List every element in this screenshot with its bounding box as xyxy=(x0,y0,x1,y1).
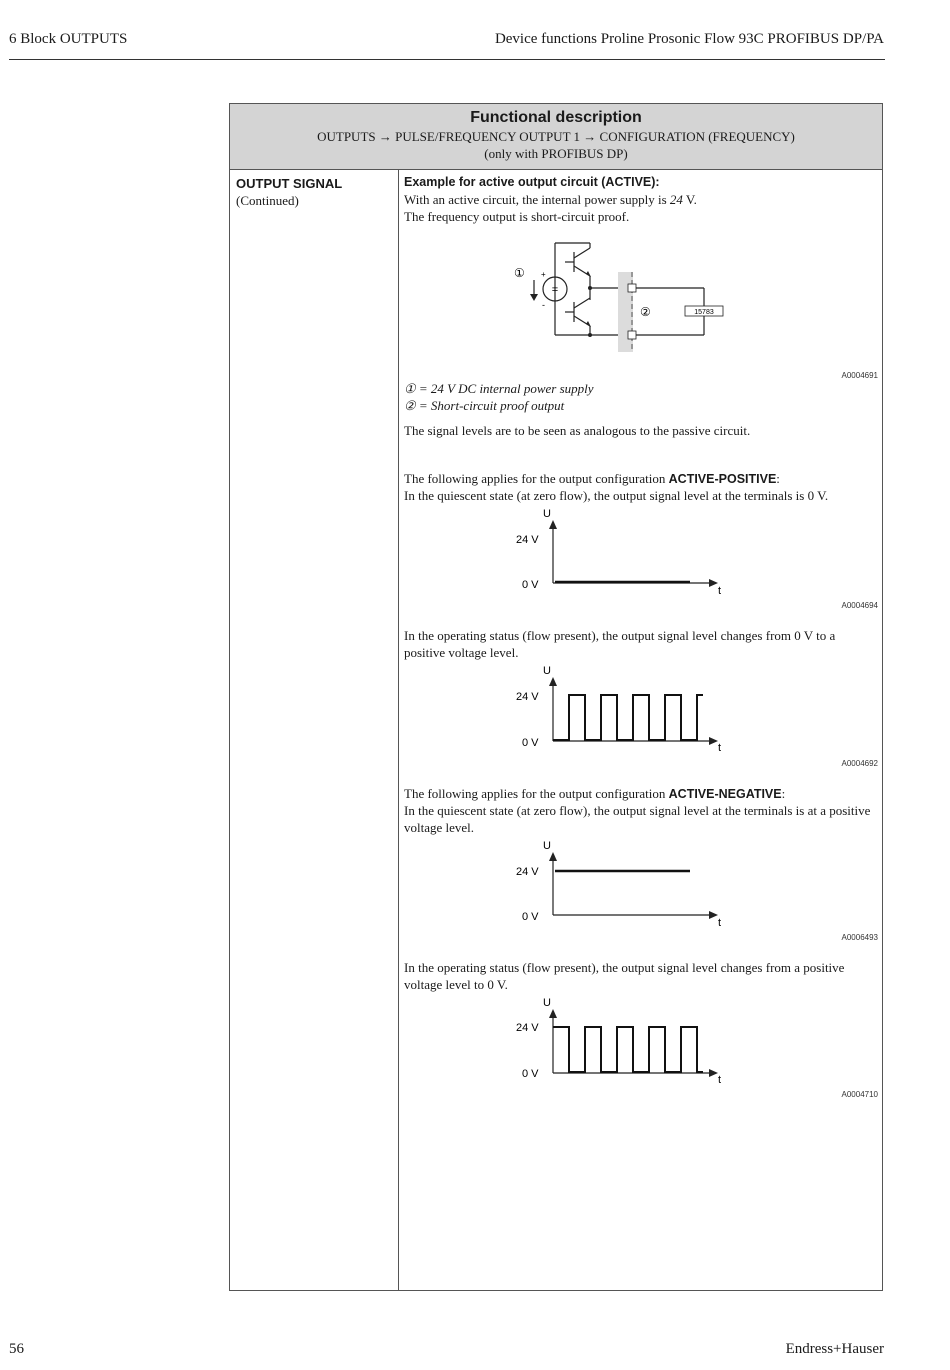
y-axis-label: U xyxy=(543,508,551,520)
minus-sign: - xyxy=(542,300,545,310)
document-title: Device functions Proline Prosonic Flow 93C PROFIBUS DP/PA xyxy=(494,31,884,47)
brand-name: Endress+Hauser xyxy=(785,1341,884,1357)
marker-2: ② xyxy=(640,305,651,319)
function-name: OUTPUT SIGNAL xyxy=(236,176,343,191)
power-supply-prefix: With an active circuit, the internal power supply is xyxy=(404,192,670,207)
marker-1: ① xyxy=(514,266,525,280)
high-level-label: 24 V xyxy=(516,1022,539,1034)
active-positive-operating-2: positive voltage level. xyxy=(404,645,519,660)
high-level-label: 24 V xyxy=(516,691,539,703)
active-negative-operating-2: voltage level to 0 V. xyxy=(404,977,508,992)
section-header: 6 Block OUTPUTS xyxy=(9,31,128,47)
table-heading: Functional description xyxy=(470,109,642,126)
counter-display: 15783 xyxy=(694,309,714,316)
short-circuit-text: The frequency output is short-circuit proof. xyxy=(404,209,630,224)
active-positive-operating-1: In the operating status (flow present), the output signal level changes from 0 V to a xyxy=(404,628,836,643)
example-title: Example for active output circuit (ACTIVE): xyxy=(404,175,660,189)
figure-code-5: A0004710 xyxy=(841,1090,878,1099)
high-level-label: 24 V xyxy=(516,866,539,878)
low-level-label: 0 V xyxy=(522,737,539,749)
active-negative-operating-1: In the operating status (flow present), the output signal level changes from a positive xyxy=(404,960,845,975)
figure-code-2: A0004694 xyxy=(841,601,878,610)
x-axis-label: t xyxy=(718,1074,722,1086)
power-supply-suffix: V. xyxy=(682,192,697,207)
active-negative-label: ACTIVE-NEGATIVE xyxy=(668,787,782,801)
low-level-label: 0 V xyxy=(522,579,539,591)
active-positive-quiescent: In the quiescent state (at zero flow), the output signal level at the terminals is 0 V. xyxy=(404,488,829,503)
x-axis-label: t xyxy=(718,917,722,929)
page-number: 56 xyxy=(9,1341,24,1357)
analog-note: The signal levels are to be seen as analogous to the passive circuit. xyxy=(404,423,751,438)
y-axis-label: U xyxy=(543,665,551,677)
figure-code-3: A0004692 xyxy=(841,759,878,768)
x-axis-label: t xyxy=(718,585,722,597)
y-axis-label: U xyxy=(543,997,551,1009)
active-negative-quiescent-2: voltage level. xyxy=(404,820,475,835)
x-axis-label: t xyxy=(718,742,722,754)
active-positive-label: ACTIVE-POSITIVE xyxy=(668,472,777,486)
menu-path: OUTPUTS → PULSE/FREQUENCY OUTPUT 1 → CONFIGURATION (FREQUENCY) xyxy=(317,129,795,144)
y-axis-label: U xyxy=(543,840,551,852)
power-supply-value: 24 xyxy=(669,192,683,207)
figure-code-4: A0006493 xyxy=(841,933,878,942)
legend-item-2: ② = Short-circuit proof output xyxy=(404,398,565,413)
high-level-label: 24 V xyxy=(516,534,539,546)
active-positive-prefix: The following applies for the output configuration xyxy=(404,471,669,486)
low-level-label: 0 V xyxy=(522,1068,539,1080)
legend-item-1: ① = 24 V DC internal power supply xyxy=(404,381,594,396)
low-level-label: 0 V xyxy=(522,911,539,923)
figure-code-1: A0004691 xyxy=(841,371,878,380)
active-negative-quiescent-1: In the quiescent state (at zero flow), the output signal level at the terminals is at a positive xyxy=(404,803,871,818)
dc-source-symbol: = xyxy=(551,284,559,296)
plus-sign: + xyxy=(541,270,546,279)
active-positive-colon: : xyxy=(776,471,780,486)
availability-note: (only with PROFIBUS DP) xyxy=(484,146,628,161)
function-continued: (Continued) xyxy=(236,193,299,208)
active-negative-prefix: The following applies for the output configuration xyxy=(404,786,669,801)
active-negative-colon: : xyxy=(781,786,786,801)
